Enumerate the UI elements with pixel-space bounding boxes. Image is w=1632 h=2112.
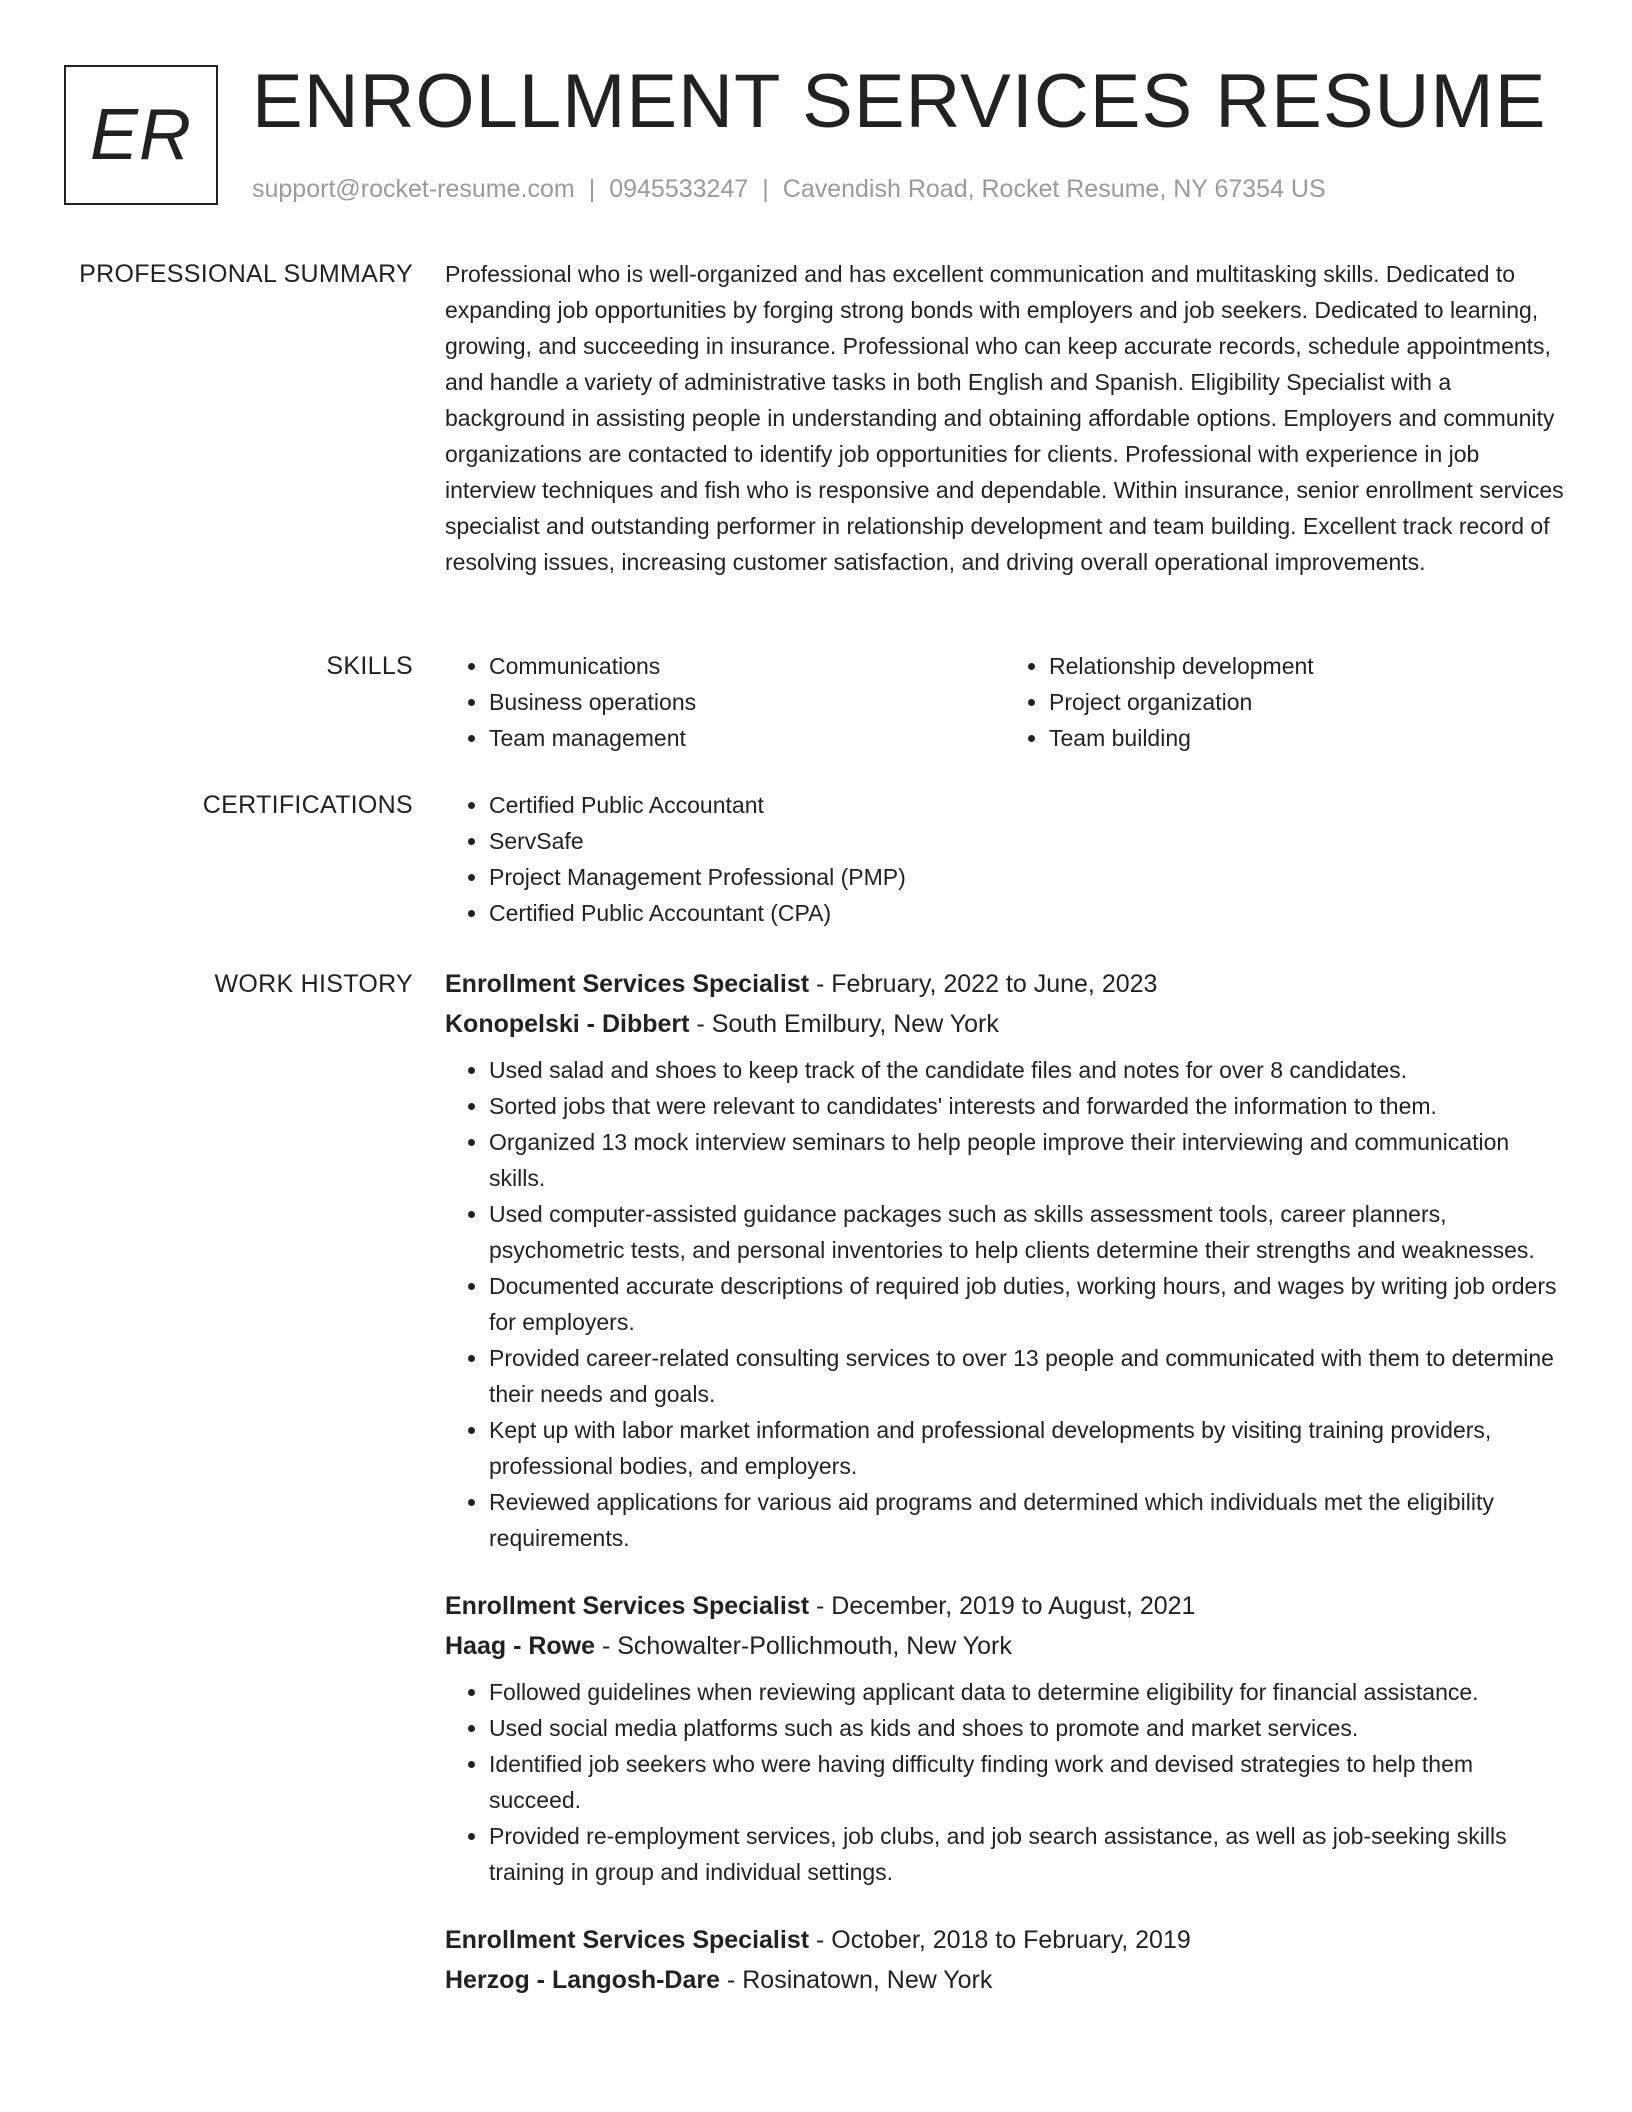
job-bullet: • Used social media platforms such as kids and shoes to promote and market services. [489, 1710, 1565, 1746]
job-dates: October, 2018 to February, 2019 [831, 1926, 1191, 1954]
certification-item: • ServSafe [489, 823, 1565, 859]
monogram-box [64, 65, 218, 205]
job-bullet: • Used salad and shoes to keep track of the candidate files and notes for over 8 candidates. [489, 1052, 1565, 1088]
job-role: Enrollment Services Specialist [445, 1592, 810, 1620]
contact-phone: 0945533247 [609, 175, 749, 203]
skill-item: • Team building [1049, 720, 1565, 756]
summary-heading: PROFESSIONAL SUMMARY [79, 260, 413, 288]
job-title-line: Enrollment Services Specialist - February, 2022 to June, 2023 [445, 970, 1158, 998]
job-bullet: • Documented accurate descriptions of required job duties, working hours, and wages by writing job orders for employers. [489, 1268, 1565, 1340]
work-history-heading: WORK HISTORY [214, 970, 413, 998]
job-company-line: Haag - Rowe - Schowalter-Pollichmouth, New York [445, 1632, 1012, 1660]
skill-item: • Team management [489, 720, 1005, 756]
job-company: Herzog - Langosh-Dare [445, 1966, 721, 1994]
skill-item: • Project organization [1049, 684, 1565, 720]
certification-item: • Project Management Professional (PMP) [489, 859, 1565, 895]
summary-body [445, 256, 1565, 580]
job-location: Schowalter-Pollichmouth, New York [617, 1632, 1012, 1660]
job-bullet: • Reviewed applications for various aid programs and determined which individuals met the eligibility requirements. [489, 1484, 1565, 1556]
skills-list-right [1005, 648, 1565, 756]
contact-line [252, 174, 1326, 204]
job-bullet: • Used computer-assisted guidance packages such as skills assessment tools, career planners, psychometric tests, and personal inventories to help clients determine their strengths and weaknesses. [489, 1196, 1565, 1268]
job-entry [445, 1586, 1565, 1890]
job-bullet: • Followed guidelines when reviewing applicant data to determine eligibility for financial assistance. [489, 1674, 1565, 1710]
job-company: Konopelski - Dibbert [445, 1010, 690, 1038]
monogram-initials: ER [89, 95, 193, 175]
contact-separator: | [588, 175, 596, 203]
skills-body [445, 648, 1565, 756]
contact-address: Cavendish Road, Rocket Resume, NY 67354 US [782, 175, 1326, 203]
work-history-body [445, 964, 1565, 2000]
job-bullet-list [445, 1674, 1565, 1890]
contact-separator: | [762, 175, 769, 203]
skills-heading: SKILLS [326, 652, 413, 680]
job-bullet: • Kept up with labor market information and professional developments by visiting training providers, professional bodies, and employers. [489, 1412, 1565, 1484]
job-role: Enrollment Services Specialist [445, 1926, 810, 1954]
job-bullet: • Provided re-employment services, job clubs, and job search assistance, as well as job-seeking skills training in group and individual settings. [489, 1818, 1565, 1890]
job-title-line: Enrollment Services Specialist - December, 2019 to August, 2021 [445, 1592, 1196, 1620]
job-company-line: Konopelski - Dibbert - South Emilbury, New York [445, 1010, 999, 1038]
job-role: Enrollment Services Specialist [445, 970, 810, 998]
skills-list-left [445, 648, 1005, 756]
job-bullet: • Provided career-related consulting services to over 13 people and communicated with them to determine their needs and goals. [489, 1340, 1565, 1412]
skill-item: • Communications [489, 648, 1005, 684]
summary-text: Professional who is well-organized and has excellent communication and multitasking skills. Dedicated to expanding job opportunities by forging strong bonds with employers and job seekers. Dedicated to learning, growing, and succeeding in insurance. Professional who can keep accurate records, schedule appointments, and handle a variety of administrative tasks in both English and Spanish. Eligibility Specialist with a background in assisting people in understanding and obtaining affordable options. Employers and community organizations are contacted to identify job opportunities for clients. Professional with experience in job interview techniques and fish who is responsive and dependable. Within insurance, senior enrollment services specialist and outstanding performer in relationship development and team building. Excellent track record of resolving issues, increasing customer satisfaction, and driving overall operational improvements. [445, 261, 1564, 575]
certification-item: • Certified Public Accountant (CPA) [489, 895, 1565, 931]
skill-item: • Business operations [489, 684, 1005, 720]
job-bullet: • Sorted jobs that were relevant to candidates' interests and forwarded the information to them. [489, 1088, 1565, 1124]
job-dates: February, 2022 to June, 2023 [831, 970, 1158, 998]
job-dates: December, 2019 to August, 2021 [831, 1592, 1196, 1620]
job-entry [445, 1920, 1565, 2000]
job-bullet: • Identified job seekers who were having difficulty finding work and devised strategies to help them succeed. [489, 1746, 1565, 1818]
job-bullet: • Organized 13 mock interview seminars to help people improve their interviewing and communication skills. [489, 1124, 1565, 1196]
job-company-line: Herzog - Langosh-Dare - Rosinatown, New York [445, 1966, 993, 1994]
certification-item: • Certified Public Accountant [489, 787, 1565, 823]
contact-email: support@rocket-resume.com [252, 175, 575, 203]
job-company: Haag - Rowe [445, 1632, 596, 1660]
job-location: Rosinatown, New York [742, 1966, 993, 1994]
certifications-body [445, 787, 1565, 931]
resume-title: ENROLLMENT SERVICES RESUME [252, 59, 1547, 144]
job-entry [445, 964, 1565, 1556]
certifications-list [445, 787, 1565, 931]
certifications-heading: CERTIFICATIONS [202, 791, 413, 819]
job-location: South Emilbury, New York [711, 1010, 999, 1038]
skill-item: • Relationship development [1049, 648, 1565, 684]
job-title-line: Enrollment Services Specialist - October, 2018 to February, 2019 [445, 1926, 1191, 1954]
job-bullet-list [445, 1052, 1565, 1556]
